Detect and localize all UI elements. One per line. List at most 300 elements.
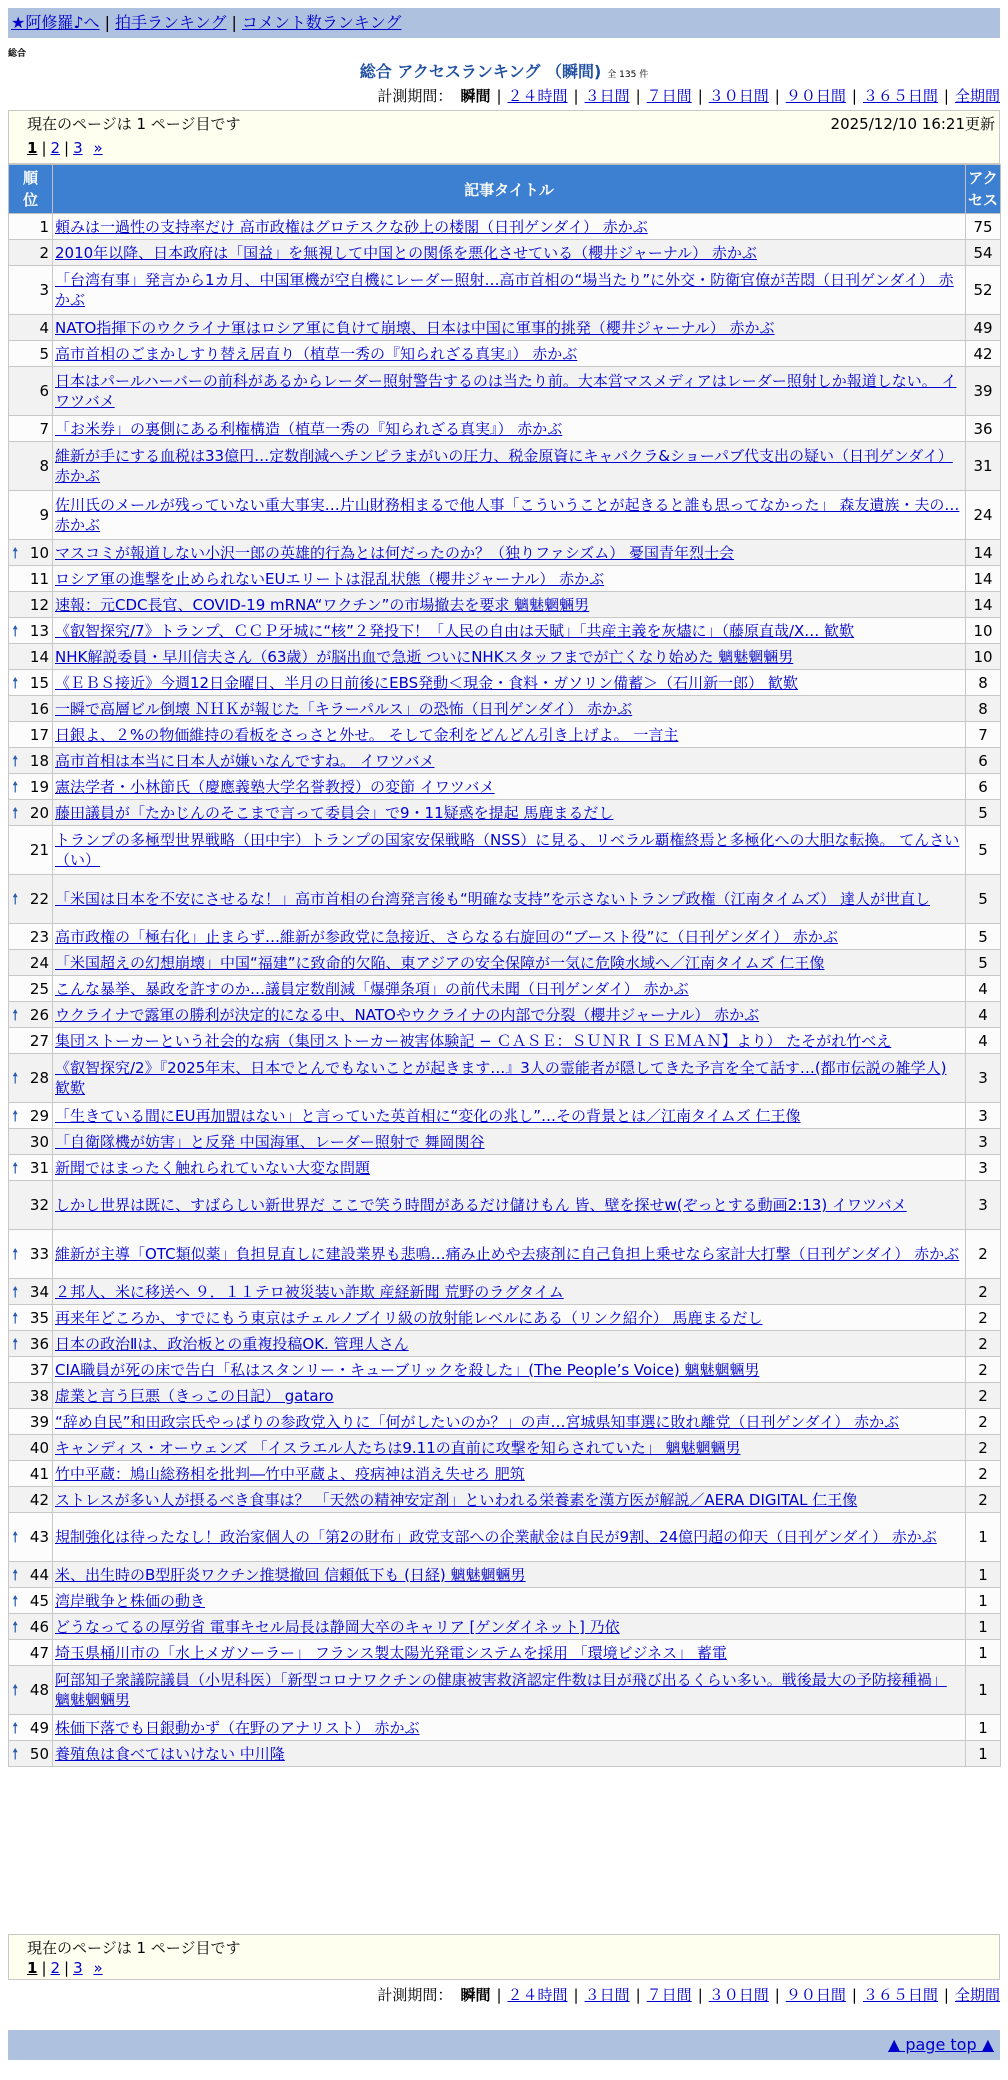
period-link[interactable]: ３０日間 xyxy=(708,87,769,105)
rank-cell xyxy=(9,1562,53,1588)
page-next-link[interactable]: » xyxy=(93,1959,103,1977)
access-count: 49 xyxy=(966,315,1001,341)
period-link[interactable]: ３６５日間 xyxy=(862,1986,938,2004)
title-cell xyxy=(53,1331,966,1357)
period-link[interactable]: ７日間 xyxy=(646,87,692,105)
rank-number: 35 xyxy=(29,1308,49,1327)
rank-cell xyxy=(9,315,53,341)
access-count: 2 xyxy=(966,1305,1001,1331)
page-links-top xyxy=(27,138,103,158)
period-link[interactable]: ９０日間 xyxy=(785,1986,846,2004)
rank-cell xyxy=(9,1054,53,1103)
period-current: 瞬間 xyxy=(460,87,491,105)
rank-up-icon: 🠕 xyxy=(12,1744,19,1763)
rank-number: 13 xyxy=(29,621,49,640)
nav-separator: | xyxy=(104,13,110,32)
article-link[interactable]: どうなってるの厚労省 電事キセル局長は静岡大卒のキャリア [ゲンダイネット] 乃依 xyxy=(55,1617,620,1636)
rank-cell xyxy=(9,1666,53,1715)
home-link[interactable]: ★阿修羅♪へ xyxy=(11,13,100,32)
period-separator: | xyxy=(943,1986,949,2004)
table-row xyxy=(9,1562,1001,1588)
rank-number: 45 xyxy=(29,1591,49,1610)
table-row xyxy=(9,1614,1001,1640)
access-count: 36 xyxy=(966,416,1001,442)
article-link[interactable]: 日銀よ、２%の物価維持の看板をさっさと外せ。 そして金利をどんどん引き上げよ。 一言主 xyxy=(55,725,679,744)
rank-cell xyxy=(9,1230,53,1279)
rank-cell xyxy=(9,1741,53,1767)
title-cell xyxy=(53,1279,966,1305)
period-link[interactable]: ７日間 xyxy=(646,1986,692,2004)
title-cell xyxy=(53,1383,966,1409)
access-count: 2 xyxy=(966,1409,1001,1435)
updated-timestamp: 2025/12/10 16:21更新 xyxy=(830,115,995,133)
title-cell xyxy=(53,800,966,826)
article-link[interactable]: 「米国超えの幻想崩壊」中国“福建”に致命的欠陥、東アジアの安全保障が一気に危険水域へ／江南タイムズ 仁王像 xyxy=(55,953,825,972)
rank-cell xyxy=(9,367,53,416)
page-separator: | xyxy=(41,139,47,157)
access-count: 5 xyxy=(966,875,1001,924)
rank-cell xyxy=(9,1614,53,1640)
article-link[interactable]: 佐川氏のメールが残っていない重大事実…片山財務相まるで他人事「こういうことが起きると誰も思ってなかった」 森友遺族・夫の… 赤かぶ xyxy=(55,496,960,534)
access-count: 1 xyxy=(966,1588,1001,1614)
rank-cell xyxy=(9,696,53,722)
rank-cell xyxy=(9,774,53,800)
table-row xyxy=(9,1666,1001,1715)
article-link[interactable]: 竹中平蔵：鳩山総務相を批判―竹中平蔵よ、疫病神は消え失せろ 肥筑 xyxy=(55,1464,525,1483)
rank-number: 20 xyxy=(29,803,49,822)
page-separator: | xyxy=(64,139,70,157)
article-link[interactable]: “辞め自民”和田政宗氏やっぱりの参政党入りに「何がしたいのか？」の声…宮城県知事選に敗れ離党（日刊ゲンダイ） 赤かぶ xyxy=(55,1412,900,1431)
rank-number: 30 xyxy=(29,1132,49,1151)
period-separator: | xyxy=(774,1986,780,2004)
article-link[interactable]: NHK解説委員・早川信夫さん（63歳）が脳出血で急逝 ついにNHKスタッフまでが亡くなり始めた 魑魅魍魎男 xyxy=(55,647,794,666)
article-link[interactable]: 日本の政治Ⅱは、政治板との重複投稿OK. 管理人さん xyxy=(55,1334,409,1353)
article-link[interactable]: 養殖魚は食べてはいけない 中川隆 xyxy=(55,1744,285,1763)
rank-up-icon: 🠕 xyxy=(12,1106,19,1125)
title-cell xyxy=(53,491,966,540)
rank-number: 36 xyxy=(29,1334,49,1353)
article-link[interactable]: 高市首相は本当に日本人が嫌いなんですね。 イワツバメ xyxy=(55,751,435,770)
rank-cell xyxy=(9,1305,53,1331)
table-row xyxy=(9,1513,1001,1562)
ranking-table xyxy=(8,164,1001,1767)
table-row xyxy=(9,1409,1001,1435)
table-row xyxy=(9,875,1001,924)
title-cell xyxy=(53,1614,966,1640)
period-link[interactable]: ２４時間 xyxy=(507,87,568,105)
article-link[interactable]: 頼みは一過性の支持率だけ 高市政権はグロテスクな砂上の楼閣（日刊ゲンダイ） 赤かぶ xyxy=(55,217,648,236)
access-count: 8 xyxy=(966,670,1001,696)
access-count: 1 xyxy=(966,1666,1001,1715)
article-link[interactable]: 「お米券」の裏側にある利権構造（植草一秀の『知られざる真実』） 赤かぶ xyxy=(55,419,563,438)
table-row xyxy=(9,442,1001,491)
rank-cell xyxy=(9,1357,53,1383)
article-link[interactable]: 《叡智探究/2》『2025年末、日本でとんでもないことが起きます…』3人の霊能者が隠してきた予言を全て話す…(都市伝説の雑学人) 歓歎 xyxy=(55,1059,947,1097)
table-row xyxy=(9,1230,1001,1279)
rank-number: 19 xyxy=(29,777,49,796)
title-header: 記事タイトル xyxy=(53,165,966,214)
table-row xyxy=(9,1435,1001,1461)
period-separator: | xyxy=(573,87,579,105)
title-cell xyxy=(53,367,966,416)
table-row xyxy=(9,1305,1001,1331)
access-count: 3 xyxy=(966,1155,1001,1181)
access-count: 2 xyxy=(966,1357,1001,1383)
rank-up-icon: 🠕 xyxy=(12,673,19,692)
article-link[interactable]: 2010年以降、日本政府は「国益」を無視して中国との関係を悪化させている（櫻井ジャーナル） 赤かぶ xyxy=(55,243,757,262)
table-row xyxy=(9,266,1001,315)
table-row xyxy=(9,1002,1001,1028)
rank-number: 12 xyxy=(29,595,49,614)
article-link[interactable]: NATO指揮下のウクライナ軍はロシア軍に負けて崩壊、日本は中国に軍事的挑発（櫻井ジャーナル） 赤かぶ xyxy=(55,318,775,337)
rank-cell xyxy=(9,1103,53,1129)
article-link[interactable]: 「自衛隊機が妨害」と反発 中国海軍、レーダー照射で 舞岡関谷 xyxy=(55,1132,485,1151)
rank-cell xyxy=(9,644,53,670)
rank-up-icon: 🠕 xyxy=(12,1565,19,1584)
comment-ranking-link[interactable]: コメント数ランキング xyxy=(241,13,402,32)
title-cell xyxy=(53,1357,966,1383)
title-cell xyxy=(53,1181,966,1230)
current-page-text: 現在のページは 1 ページ目です xyxy=(27,115,241,133)
rank-number: 29 xyxy=(29,1106,49,1125)
title-cell xyxy=(53,1435,966,1461)
rank-cell xyxy=(9,800,53,826)
rank-cell xyxy=(9,566,53,592)
table-row xyxy=(9,1487,1001,1513)
rank-cell xyxy=(9,1331,53,1357)
rank-cell xyxy=(9,976,53,1002)
article-link[interactable]: 《叡智探究/7》トランプ、ＣＣＰ牙城に“核”２発投下！「人民の自由は天賦」「共産主義を灰燼に」（藤原直哉/X… 歓歎 xyxy=(55,621,855,640)
article-link[interactable]: 藤田議員が「たかじんのそこまで言って委員会」で9・11疑惑を提起 馬鹿まるだし xyxy=(55,803,614,822)
nav-separator: | xyxy=(231,13,237,32)
access-count: 3 xyxy=(966,1103,1001,1129)
title-cell xyxy=(53,1230,966,1279)
article-link[interactable]: CIA職員が死の床で告白「私はスタンリー・キューブリックを殺した」(The People’s Voice) 魑魅魍魎男 xyxy=(55,1360,760,1379)
table-row xyxy=(9,1279,1001,1305)
page-link[interactable]: 3 xyxy=(73,1959,83,1977)
page-top-link[interactable]: ▲ page top ▲ xyxy=(887,2035,994,2054)
rank-cell xyxy=(9,341,53,367)
rank-number: 15 xyxy=(29,673,49,692)
period-link[interactable]: 全期間 xyxy=(954,1986,1000,2004)
ranking-table-container xyxy=(8,164,1000,1767)
title-cell xyxy=(53,240,966,266)
access-count: 5 xyxy=(966,924,1001,950)
article-link[interactable]: 埼玉県桶川市の「水上メガソーラー」 フランス製太陽光発電システムを採用 「環境ビジネス」 蓄電 xyxy=(55,1643,727,1662)
article-link[interactable]: 高市首相のごまかしすり替え居直り（植草一秀の『知られざる真実』） 赤かぶ xyxy=(55,344,578,363)
access-count: 4 xyxy=(966,1002,1001,1028)
title-cell xyxy=(53,266,966,315)
access-count: 75 xyxy=(966,214,1001,240)
title-cell xyxy=(53,341,966,367)
rank-cell xyxy=(9,1487,53,1513)
rank-number: 27 xyxy=(29,1031,49,1050)
table-row xyxy=(9,1331,1001,1357)
article-link[interactable]: 維新が手にする血税は33億円…定数削減へチンピラまがいの圧力、税金原資にキャバクラ&ショーパブ代支出の疑い（日刊ゲンダイ） 赤かぶ xyxy=(55,447,953,485)
table-row xyxy=(9,592,1001,618)
article-link[interactable]: 憲法学者・小林節氏（慶應義塾大学名誉教授）の変節 イワツバメ xyxy=(55,777,495,796)
rank-up-icon: 🠕 xyxy=(12,543,19,562)
rank-number: 49 xyxy=(29,1718,49,1737)
rank-number: 5 xyxy=(39,344,49,363)
access-header: アクセス xyxy=(966,165,1001,214)
rank-cell xyxy=(9,1028,53,1054)
table-row xyxy=(9,315,1001,341)
access-count: 24 xyxy=(966,491,1001,540)
table-row xyxy=(9,416,1001,442)
period-separator: | xyxy=(496,1986,502,2004)
page-link[interactable]: 2 xyxy=(50,1959,61,1977)
table-row xyxy=(9,1357,1001,1383)
page-next-link[interactable]: » xyxy=(93,139,103,157)
rank-number: 4 xyxy=(39,318,49,337)
article-link[interactable]: 虚業と言う巨悪（きっこの日記） gataro xyxy=(55,1386,334,1405)
access-count: 31 xyxy=(966,442,1001,491)
title-cell xyxy=(53,592,966,618)
rank-number: 43 xyxy=(29,1528,49,1546)
rank-number: 24 xyxy=(29,953,49,972)
rank-number: 16 xyxy=(29,699,49,718)
access-count: 42 xyxy=(966,341,1001,367)
article-link[interactable]: 《ＥＢＳ接近》今週12日金曜日、半月の日前後にEBS発動＜現金・食料・ガソリン備蓄＞（石川新一郎） 歓歎 xyxy=(55,673,798,692)
access-count: 14 xyxy=(966,540,1001,566)
period-link[interactable]: ２４時間 xyxy=(507,1986,568,2004)
period-link[interactable]: ９０日間 xyxy=(785,87,846,105)
access-count: 7 xyxy=(966,722,1001,748)
rank-up-icon: 🠕 xyxy=(12,1591,19,1610)
article-link[interactable]: 規制強化は待ったなし！政治家個人の「第2の財布」政党支部への企業献金は自民が9割、24億円超の仰天（日刊ゲンダイ） 赤かぶ xyxy=(55,1528,937,1546)
rank-cell xyxy=(9,1588,53,1614)
access-count: 1 xyxy=(966,1715,1001,1741)
article-link[interactable]: 再来年どころか、すでにもう東京はチェルノブイリ級の放射能レベルにある（リンク紹介） 馬鹿まるだし xyxy=(55,1308,763,1327)
article-link[interactable]: 集団ストーカーという社会的な病（集団ストーカー被害体験記 − ＣＡＳＥ：ＳＵＮＲＩＳＥＭＡＮ】より） たそがれ竹べえ xyxy=(55,1031,892,1050)
access-count: 3 xyxy=(966,1129,1001,1155)
rank-number: 31 xyxy=(29,1158,49,1177)
rank-up-icon: 🠕 xyxy=(12,1069,19,1087)
article-link[interactable]: 速報：元CDC長官、COVID-19 mRNA“ワクチン”の市場撤去を要求 魑魅魍魎男 xyxy=(55,595,590,614)
rank-number: 23 xyxy=(29,927,49,946)
article-link[interactable]: 日本はパールハーバーの前科があるからレーダー照射警告するのは当たり前。大本営マスメディアはレーダー照射しか報道しない。 イワツバメ xyxy=(55,372,957,410)
rank-number: 1 xyxy=(39,217,49,236)
title-cell xyxy=(53,1666,966,1715)
rank-cell xyxy=(9,442,53,491)
title-cell xyxy=(53,618,966,644)
rank-cell xyxy=(9,1715,53,1741)
rank-up-icon: 🠕 xyxy=(12,1681,19,1699)
top-nav-bar xyxy=(8,8,1000,38)
page-link[interactable]: 3 xyxy=(73,139,83,157)
title-cell xyxy=(53,950,966,976)
table-row xyxy=(9,950,1001,976)
article-link[interactable]: マスコミが報道しない小沢一郎の英雄的行為とは何だったのか？（独りファシズム） 憂国青年烈士会 xyxy=(55,543,735,562)
article-link[interactable]: 維新が主導「OTC類似薬」負担見直しに建設業界も悲鳴…痛み止めや去痰剤に自己負担上乗せなら家計大打撃（日刊ゲンダイ） 赤かぶ xyxy=(55,1245,960,1263)
title-cell xyxy=(53,1588,966,1614)
table-row xyxy=(9,644,1001,670)
article-link[interactable]: 米、出生時のB型肝炎ワクチン推奨撤回 信頼低下も (日経) 魑魅魍魎男 xyxy=(55,1565,526,1584)
access-count: 4 xyxy=(966,1028,1001,1054)
page-separator: | xyxy=(41,1959,47,1977)
access-count: 2 xyxy=(966,1331,1001,1357)
table-row xyxy=(9,976,1001,1002)
table-row xyxy=(9,1103,1001,1129)
title-cell xyxy=(53,1487,966,1513)
table-row xyxy=(9,1715,1001,1741)
total-count: 全 135 件 xyxy=(607,70,649,80)
rank-up-icon: 🠕 xyxy=(12,1245,19,1263)
period-link[interactable]: ３０日間 xyxy=(708,1986,769,2004)
access-count: 2 xyxy=(966,1487,1001,1513)
table-row xyxy=(9,1028,1001,1054)
table-row xyxy=(9,341,1001,367)
rank-cell xyxy=(9,748,53,774)
table-row xyxy=(9,774,1001,800)
article-link[interactable]: 高市政権の「極右化」止まらず…維新が参政党に急接近、さらなる右旋回の“ブースト役”に（日刊ゲンダイ） 赤かぶ xyxy=(55,927,838,946)
period-link[interactable]: ３６５日間 xyxy=(862,87,938,105)
rank-up-icon: 🠕 xyxy=(12,621,19,640)
title-cell xyxy=(53,774,966,800)
access-count: 39 xyxy=(966,367,1001,416)
access-count: 10 xyxy=(966,644,1001,670)
rank-number: 17 xyxy=(29,725,49,744)
article-link[interactable]: 株価下落でも日銀動かず（在野のアナリスト） 赤かぶ xyxy=(55,1718,420,1737)
period-separator: | xyxy=(943,87,949,105)
article-link[interactable]: 「米国は日本を不安にさせるな！」高市首相の台湾発言後も“明確な支持”を示さないトランプ政権（江南タイムズ） 達人が世直し xyxy=(55,890,931,908)
article-link[interactable]: キャンディス・オーウェンズ 「イスラエル人たちは9.11の直前に攻撃を知らされていた」 魑魅魍魎男 xyxy=(55,1438,741,1457)
period-selector-top xyxy=(377,86,1000,106)
rank-number: 33 xyxy=(29,1245,49,1263)
rank-up-icon: 🠕 xyxy=(12,1005,19,1024)
pagination-box-bottom xyxy=(8,1934,1000,1980)
article-link[interactable]: ストレスが多い人が摂るべき食事は？ 「天然の精神安定剤」といわれる栄養素を漢方医が解説／AERA DIGITAL 仁王像 xyxy=(55,1490,858,1509)
applause-ranking-link[interactable]: 拍手ランキング xyxy=(114,13,227,32)
article-link[interactable]: トランプの多極型世界戦略（田中宇）トランプの国家安保戦略（NSS）に見る、リベラル覇権終焉と多極化への大胆な転換。 てんさい（い） xyxy=(55,831,960,869)
period-separator: | xyxy=(635,87,641,105)
article-link[interactable]: ロシア軍の進撃を止められないEUエリートは混乱状態（櫻井ジャーナル） 赤かぶ xyxy=(55,569,605,588)
access-count: 14 xyxy=(966,592,1001,618)
rank-cell xyxy=(9,1409,53,1435)
title-cell xyxy=(53,540,966,566)
access-count: 54 xyxy=(966,240,1001,266)
rank-cell xyxy=(9,214,53,240)
rank-up-icon: 🠕 xyxy=(12,1334,19,1353)
table-row xyxy=(9,1129,1001,1155)
rank-number: 7 xyxy=(39,419,49,438)
access-count: 1 xyxy=(966,1562,1001,1588)
rank-number: 10 xyxy=(29,543,49,562)
table-row xyxy=(9,696,1001,722)
page-link[interactable]: 2 xyxy=(50,139,61,157)
article-link[interactable]: 新聞ではまったく触れられていない大変な問題 xyxy=(55,1158,371,1177)
period-separator: | xyxy=(635,1986,641,2004)
table-row xyxy=(9,670,1001,696)
rank-up-icon: 🠕 xyxy=(12,890,19,908)
table-row xyxy=(9,1155,1001,1181)
table-row xyxy=(9,240,1001,266)
rank-number: 40 xyxy=(29,1438,49,1457)
period-link[interactable]: ３日間 xyxy=(584,1986,630,2004)
period-separator: | xyxy=(851,87,857,105)
title-cell xyxy=(53,566,966,592)
current-page-text: 現在のページは 1 ページ目です xyxy=(27,1939,241,1957)
rank-up-icon: 🠕 xyxy=(12,803,19,822)
article-link[interactable]: 「生きている間にEU再加盟はない」と言っていた英首相に“変化の兆し”…その背景とは／江南タイムズ 仁王像 xyxy=(55,1106,801,1125)
title-cell xyxy=(53,1002,966,1028)
page-links-bottom xyxy=(27,1958,103,1978)
article-link[interactable]: 湾岸戦争と株価の動き xyxy=(55,1591,206,1610)
article-link[interactable]: ２邦人、米に移送へ ９．１１テロ被災装い詐欺 産経新聞 荒野のラグタイム xyxy=(55,1282,564,1301)
rank-number: 9 xyxy=(39,506,49,524)
access-count: 1 xyxy=(966,1513,1001,1562)
table-row xyxy=(9,214,1001,240)
table-row xyxy=(9,826,1001,875)
title-cell xyxy=(53,214,966,240)
title-cell xyxy=(53,1640,966,1666)
title-cell xyxy=(53,696,966,722)
access-count: 2 xyxy=(966,1461,1001,1487)
rank-cell xyxy=(9,491,53,540)
rank-up-icon: 🠕 xyxy=(12,1617,19,1636)
rank-number: 18 xyxy=(29,751,49,770)
access-count: 2 xyxy=(966,1435,1001,1461)
rank-cell xyxy=(9,1129,53,1155)
access-count: 2 xyxy=(966,1230,1001,1279)
title-cell xyxy=(53,1461,966,1487)
title-cell xyxy=(53,442,966,491)
title-cell xyxy=(53,416,966,442)
rank-number: 11 xyxy=(29,569,49,588)
period-link[interactable]: 全期間 xyxy=(954,87,1000,105)
rank-number: 39 xyxy=(29,1412,49,1431)
title-cell xyxy=(53,748,966,774)
title-cell xyxy=(53,315,966,341)
period-link[interactable]: ３日間 xyxy=(584,87,630,105)
rank-cell xyxy=(9,1461,53,1487)
rank-cell xyxy=(9,1279,53,1305)
rank-up-icon: 🠕 xyxy=(12,1528,19,1546)
rank-cell xyxy=(9,618,53,644)
table-row xyxy=(9,566,1001,592)
rank-number: 47 xyxy=(29,1643,49,1662)
title-cell xyxy=(53,924,966,950)
table-row xyxy=(9,1588,1001,1614)
rank-cell xyxy=(9,1002,53,1028)
article-link[interactable]: ウクライナで露軍の勝利が決定的になる中、NATOやウクライナの内部で分裂（櫻井ジャーナル） 赤かぶ xyxy=(55,1005,760,1024)
rank-number: 2 xyxy=(39,243,49,262)
rank-number: 22 xyxy=(29,890,49,908)
article-link[interactable]: 一瞬で高層ビル倒壊 ＮＨＫが報じた「キラーパルス」の恐怖（日刊ゲンダイ） 赤かぶ xyxy=(55,699,633,718)
period-separator: | xyxy=(774,87,780,105)
rank-number: 3 xyxy=(39,281,49,299)
table-row xyxy=(9,618,1001,644)
rank-up-icon: 🠕 xyxy=(12,1158,19,1177)
rank-cell xyxy=(9,875,53,924)
period-separator: | xyxy=(697,87,703,105)
rank-number: 44 xyxy=(29,1565,49,1584)
title-cell xyxy=(53,722,966,748)
article-link[interactable]: こんな暴挙、暴政を許すのか…議員定数削減「爆弾条項」の前代未聞（日刊ゲンダイ） 赤かぶ xyxy=(55,979,689,998)
article-link[interactable]: 「台湾有事」発言から1カ月、中国軍機が空自機にレーダー照射…高市首相の“場当たり”に外交・防衛官僚が苦悶（日刊ゲンダイ） 赤かぶ xyxy=(55,271,954,309)
article-link[interactable]: 阿部知子衆議院議員（小児科医）「新型コロナワクチンの健康被害救済認定件数は目が飛び出るくらい多い。戦後最大の予防接種禍」 魑魅魍魎男 xyxy=(55,1671,947,1709)
rank-number: 6 xyxy=(39,382,49,400)
access-count: 8 xyxy=(966,696,1001,722)
ranking-title: 総合 アクセスランキング （瞬間) xyxy=(359,62,602,81)
pagination-box-top xyxy=(8,110,1000,164)
title-cell xyxy=(53,644,966,670)
access-count: 2 xyxy=(966,1383,1001,1409)
page-current: 1 xyxy=(27,1959,38,1977)
access-count: 3 xyxy=(966,1181,1001,1230)
article-link[interactable]: しかし世界は既に、すばらしい新世界だ ここで笑う時間があるだけ儲けもん 皆、壁を探せw(ぞっとする動画2:13) イワツバメ xyxy=(55,1196,907,1214)
